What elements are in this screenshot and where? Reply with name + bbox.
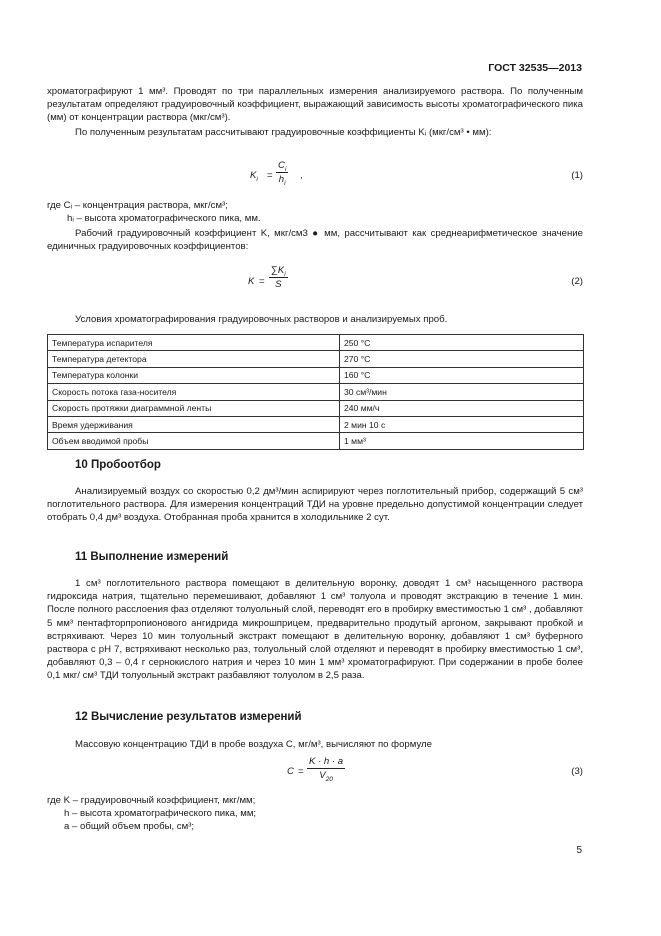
value-cell: 160 °C bbox=[340, 367, 584, 383]
formula-1-lhs: $K_i$ bbox=[250, 170, 258, 183]
formula-1-number: (1) bbox=[571, 170, 583, 181]
formula-2-fraction: $\frac{\sum K_i}{S}$ bbox=[271, 265, 286, 291]
parameter-cell: Температура испарителя bbox=[48, 335, 340, 351]
parameter-cell: Температура колонки bbox=[48, 367, 340, 383]
parameter-cell: Время удерживания bbox=[48, 416, 340, 432]
formula-3-definitions: где K – градуировочный коэффициент, мкг/мм; h – высота хроматографического пика, мм; a – общий объем пробы, см³; bbox=[47, 795, 257, 833]
intro-paragraph: хроматографируют 1 мм³. Проводят по три параллельных измерения анализируемого раствора. По полученным результатам определяют градуировочный коэффициент, выражающий зависимость высоты хроматографического пика (мм) от концентрации раствора (мкг/см³). bbox=[47, 86, 583, 124]
parameter-cell: Скорость протяжки диаграммной ленты bbox=[48, 400, 340, 416]
formula-3-fraction: $\frac{K \cdot h \cdot a}{V_{20}}$ bbox=[309, 756, 344, 784]
table-row bbox=[48, 351, 584, 367]
table-row bbox=[48, 400, 584, 416]
formula-3: C = $\frac{K \cdot h \cdot a}{V_{20}}$ (3) bbox=[287, 756, 583, 784]
conditions-table bbox=[47, 334, 584, 450]
table-row bbox=[48, 433, 584, 449]
working-coefficient-paragraph: Рабочий градуировочный коэффициент K, мкг/см3 ● мм, рассчитывают как среднеарифметическое значение единичных градуировочных коэффициентов: bbox=[47, 228, 583, 253]
parameter-cell: Скорость потока газа-носителя bbox=[48, 384, 340, 400]
formula-2: K = $\frac{\sum K_i}{S}$ (2) bbox=[248, 265, 583, 291]
section-11-title: 11 Выполнение измерений bbox=[75, 551, 229, 563]
table-row bbox=[48, 367, 584, 383]
formula-2-number: (2) bbox=[571, 276, 583, 287]
formula-3-number: (3) bbox=[571, 766, 583, 777]
formula-1-definitions: где Cᵢ – концентрация раствора, мкг/см³; hᵢ – высота хроматографического пика, мм. bbox=[47, 200, 261, 225]
value-cell: 2 мин 10 с bbox=[340, 416, 584, 432]
standard-header: ГОСТ 32535—2013 bbox=[488, 62, 582, 74]
section-11-text: 1 см³ поглотительного раствора помещают в делительную воронку, доводят 1 см³ насыщенного раствора гидроксида натрия, тщательно перемешивают, добавляют 1 см³ толуола и проводят экстракцию в течение 1 мин. После полного расслоения фаз отделяют толуольный слой, переводят его в пробирку вместимостью 1 см³ , добавляют 5 мм³ пентафторпропионового ангидрида микрошприцем, предварительно продутый аргоном, закрывают пробкой и встряхивают. Через 10 мин толуольный экстракт помещают в делительную воронку, добавляют 1 см³ буферного раствора с pH 7, встряхивают несколько раз, толуольный слой отделяют и переводят в пробирку вместимостью 1 см³, добавляют 0,3 – 0,4 г сернокислого натрия и через 10 мин 1 мм³ хроматографируют. При содержании в пробе более 0,1 мкг/ см³ ТДИ толуольный экстракт разбавляют толуолом в 2,5 раза. bbox=[47, 578, 583, 682]
value-cell: 270 °C bbox=[340, 351, 584, 367]
section-12-title: 12 Вычисление результатов измерений bbox=[75, 711, 302, 723]
conditions-intro: Условия хроматографирования градуировочных растворов и анализируемых проб. bbox=[75, 314, 448, 325]
formula-1-equals: = bbox=[267, 170, 273, 181]
parameter-cell: Объем вводимой пробы bbox=[48, 433, 340, 449]
coefficients-paragraph: По полученным результатам рассчитывают градуировочные коэффициенты Kᵢ (мкг/см³ • мм): bbox=[75, 127, 492, 138]
value-cell: 30 см³/мин bbox=[340, 384, 584, 400]
section-12-text: Массовую концентрацию ТДИ в пробе воздуха C, мг/м³, вычисляют по формуле bbox=[75, 739, 432, 750]
table-row bbox=[48, 384, 584, 400]
table-row bbox=[48, 416, 584, 432]
value-cell: 250 °C bbox=[340, 335, 584, 351]
value-cell: 1 мм³ bbox=[340, 433, 584, 449]
table-row bbox=[48, 335, 584, 351]
value-cell: 240 мм/ч bbox=[340, 400, 584, 416]
section-10-text: Анализируемый воздух со скоростью 0,2 дм³/мин аспирируют через поглотительный прибор, содержащий 5 см³ поглотительного раствора. Для измерения концентраций ТДИ на уровне предельно допустимой концентрации следует отобрать 0,4 дм³ воздуха. Отобранная проба хранится в холодильнике 2 сут. bbox=[47, 486, 583, 524]
parameter-cell: Температура детектора bbox=[48, 351, 340, 367]
page-number: 5 bbox=[576, 845, 582, 856]
formula-1: $K_i$ = $\frac{C_i}{h_i}$ , (1) bbox=[250, 160, 583, 188]
section-10-title: 10 Пробоотбор bbox=[75, 459, 161, 471]
formula-1-fraction: $\frac{C_i}{h_i}$ bbox=[278, 160, 287, 188]
